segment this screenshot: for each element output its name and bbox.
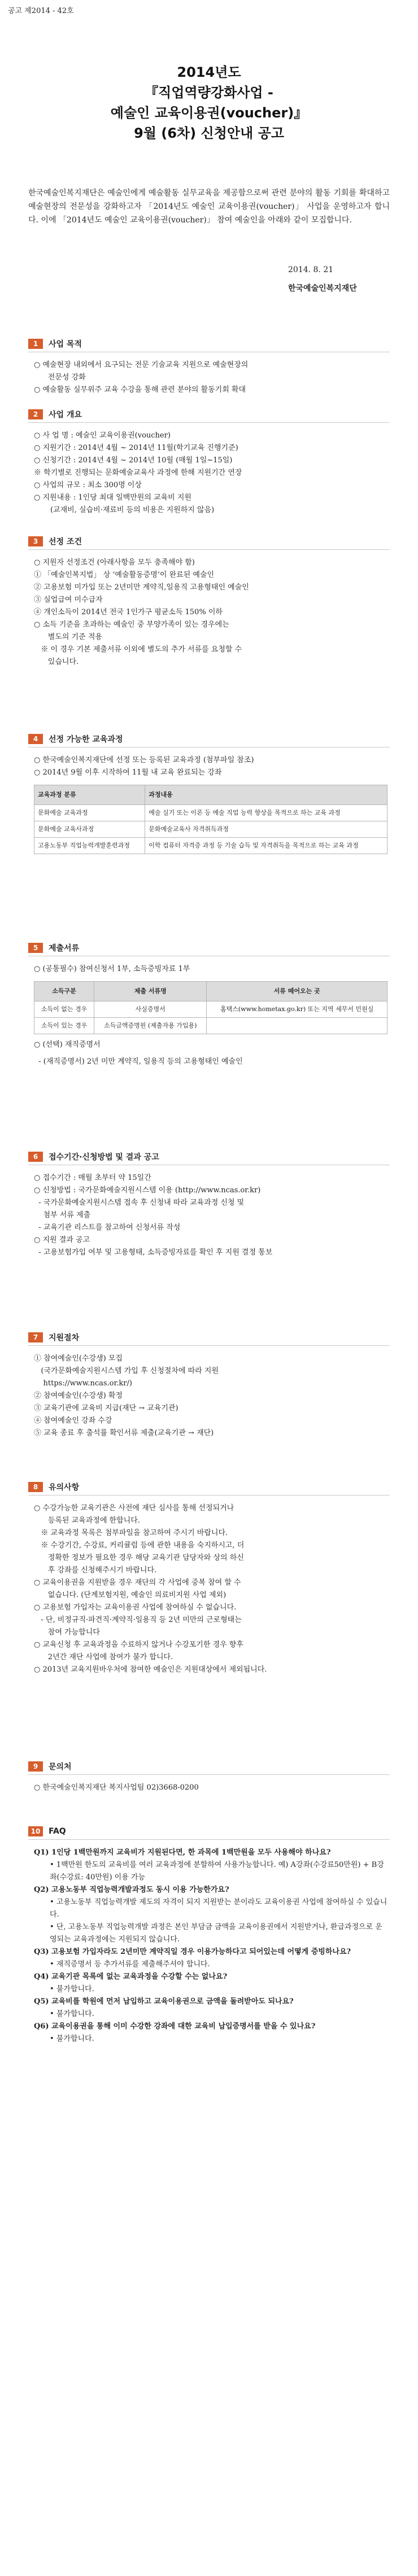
body-line: ○ 신청기간 : 2014년 4월 ~ 2014년 10월 (매월 1일~15일) — [34, 456, 233, 465]
body-line: - 단, 비정규직·파견직·계약직·일용직 등 2년 미만의 근로형태는 — [34, 1616, 242, 1624]
table-cell: 문화예술 교육과정 — [34, 805, 145, 821]
section-header — [28, 1823, 390, 1840]
body-line: ○ 한국예술인복지재단에 선정 또는 등록된 교육과정 (첨부파일 참조) — [34, 756, 254, 764]
section-number-badge: 7 — [28, 1332, 43, 1342]
section-body — [28, 550, 390, 668]
faq-answer: • 1백만원 한도의 교육비를 여러 교육과정에 분할하여 사용가능합니다. 예) A강좌(수강료50만원) + B강좌(수강료: 40만원) 이용 가능 — [50, 1861, 384, 1882]
section-10 — [28, 1823, 390, 2045]
body-line: 첨부 서류 제출 — [34, 1211, 91, 1219]
section-title: 문의처 — [49, 1762, 72, 1772]
section-number-badge: 3 — [28, 536, 43, 546]
section-4 — [28, 731, 390, 854]
body-line: 정확한 정보가 필요한 경우 해당 교육기관 담당자와 상의 하신 — [34, 1554, 244, 1562]
section-title: 선정 가능한 교육과정 — [49, 735, 123, 744]
section-header — [28, 731, 390, 747]
section-title: 지원절차 — [49, 1333, 80, 1342]
organization: 한국예술인복지재단 — [288, 284, 357, 293]
section-header — [28, 1759, 390, 1775]
faq-question: Q1) 1인당 1백만원까지 교육비가 지원된다면, 한 과목에 1백만원을 모두 사용해야 하나요? — [34, 1848, 331, 1857]
section-title: 선정 조건 — [49, 537, 82, 546]
section-header — [28, 1329, 390, 1346]
table-header-cell: 제출 서류명 — [94, 982, 207, 1001]
title-block — [0, 62, 418, 143]
section-title: 유의사항 — [49, 1483, 80, 1492]
section-6 — [28, 1149, 390, 1259]
body-line: 2년간 재단 사업에 참여가 불가 합니다. — [34, 1653, 173, 1661]
body-line: - 교육기관 리스트를 참고하여 신청서류 작성 — [34, 1223, 181, 1232]
date: 2014. 8. 21 — [288, 265, 334, 274]
table-header-cell: 서류 떼어오는 곳 — [207, 982, 387, 1001]
section-body — [28, 423, 390, 517]
body-line: ○ 사 업 명 : 예술인 교육이용권(voucher) — [34, 431, 171, 440]
body-line: 없습니다. (단계보험지원, 예술인 의료비지원 사업 제외) — [34, 1591, 227, 1599]
section-header — [28, 940, 390, 956]
body-line: ① 참여예술인(수강생) 모집 — [34, 1354, 123, 1363]
table-cell: 소득금액증명원 (제출자용 가입용) — [94, 1018, 207, 1034]
intro-paragraph: 한국예술인복지재단은 예술인에게 예술활동 실무교육을 제공함으로써 관련 분야의 활동 기회를 확대하고 예술현장의 전문성을 강화하고자 「2014년도 예술인 교육이용권(voucher)」 사업을 운영하고자 합니다. 이에 「2014년도 예술인 교육이용권(voucher)」 참여 예술인을 아래와 같이 모집합니다. — [28, 189, 390, 225]
body-line: 후 강좌를 신청해주시기 바랍니다. — [34, 1566, 157, 1575]
body-line: ○ 지원자 선정조건 (아래사항을 모두 충족해야 함) — [34, 558, 195, 567]
table-cell: 문화예술 교육사과정 — [34, 821, 145, 838]
body-line: ○ 접수기간 : 매월 초부터 약 15일간 — [34, 1174, 151, 1182]
section-header — [28, 406, 390, 423]
faq-question: Q2) 고용노동부 직업능력개발과정도 동시 이용 가능한가요? — [34, 1886, 229, 1894]
table-row — [34, 1018, 387, 1034]
body-line: ○ 지원기간 : 2014년 4월 ~ 2014년 11월(학기교육 진행기준) — [34, 444, 238, 452]
section-1 — [28, 336, 390, 396]
body-line: - (재직증명서) 2년 미만 계약직, 일용직 등의 고용형태인 예술인 — [34, 1057, 243, 1066]
body-line: ○ (공통필수) 참여신청서 1부, 소득증빙자료 1부 — [34, 965, 190, 973]
table-cell: 홈택스(www.hometax.go.kr) 또는 지역 세무서 민원실 — [207, 1001, 387, 1018]
body-line: ※ 수강기간, 수강료, 커리큘럼 등에 관한 내용을 숙지하시고, 더 — [34, 1541, 245, 1550]
table-cell: 예술 실기 또는 이론 등 예술 직업 능력 향상을 목적으로 하는 교육 과정 — [145, 805, 387, 821]
body-line: ※ 이 경우 기본 제출서류 이외에 별도의 추가 서류를 요청할 수 — [34, 645, 242, 654]
table-cell: 이학 컴퓨터 자격증 과정 등 기술 습득 및 자격취득을 목적으로 하는 교육 과정 — [145, 838, 387, 854]
table-row — [34, 1001, 387, 1018]
body-line: 별도의 기준 적용 — [34, 633, 102, 641]
body-line: ○ 사업의 규모 : 최소 300명 이상 — [34, 481, 142, 489]
body-line: 있습니다. — [34, 658, 79, 666]
section-number-badge: 10 — [28, 1826, 43, 1836]
faq-answer: • 불가합니다. — [50, 2035, 94, 2043]
section-header — [28, 1149, 390, 1165]
faq-question: Q5) 교육비를 학원에 먼저 납입하고 교육이용권으로 금액을 돌려받아도 되나요? — [34, 1997, 294, 2006]
body-line: (국가문화예술지원시스템 가입 후 신청절차에 따라 지원 — [34, 1367, 219, 1375]
body-line: ○ 수강가능한 교육기관은 사전에 재단 심사를 통해 선정되거나 — [34, 1504, 234, 1512]
body-line: ○ 소득 기준을 초과하는 예술인 중 부양가족이 있는 경우에는 — [34, 620, 229, 629]
section-title: FAQ — [49, 1827, 66, 1836]
faq-answer: • 불가합니다. — [50, 1985, 94, 1993]
body-line: ○ 지원내용 : 1인당 최대 일백만원의 교육비 지원 — [34, 493, 191, 502]
faq-answer: • 단, 고용노동부 직업능력개발 과정은 본인 부담금 금액을 교육이용권에서 지원받거나, 환급과정으로 운영되는 교육과정에는 지원되지 않습니다. — [50, 1923, 382, 1944]
section-body — [28, 956, 390, 1068]
table-row — [34, 821, 387, 838]
body-line: ④ 참여예술인 강좌 수강 — [34, 1416, 112, 1425]
body-line: ○ 예술현장 내외에서 요구되는 전문 기술교육 지원으로 예술현장의 — [34, 361, 249, 369]
section-body — [28, 352, 390, 396]
body-line: ○ 교육이용권을 지원받을 경우 재단의 각 사업에 중복 참여 할 수 — [34, 1578, 241, 1587]
section-body — [28, 1840, 390, 2045]
table-cell: 고용노동부 직업능력개발훈련과정 — [34, 838, 145, 854]
body-line: ○ 2013년 교육지원바우처에 참여한 예술인은 지원대상에서 제외됩니다. — [34, 1665, 267, 1674]
title-line: 『직업역량강화사업 - — [145, 85, 273, 100]
body-line: ⑤ 교육 종료 후 출석률 확인서류 제출(교육기관 → 재단) — [34, 1429, 214, 1437]
info-table — [34, 981, 387, 1034]
section-body — [28, 1775, 390, 1794]
body-line: 참여 가능합니다 — [34, 1628, 100, 1637]
body-line: ④ 개인소득이 2014년 전국 1인가구 평균소득 150% 이하 — [34, 608, 223, 616]
section-number-badge: 1 — [28, 339, 43, 349]
section-8 — [28, 1479, 390, 1676]
body-line: ○ 지원 결과 공고 — [34, 1236, 90, 1244]
faq-answer: • 불가합니다. — [50, 2010, 94, 2018]
body-line: ③ 실업급여 미수급자 — [34, 596, 103, 604]
body-line: ③ 교육기관에 교육비 지급(재단 → 교육기관) — [34, 1404, 178, 1412]
body-line: ○ 한국예술인복지재단 복지사업팀 02)3668-0200 — [34, 1783, 199, 1792]
section-5 — [28, 940, 390, 1068]
table-cell: 문화예술교육사 자격취득과정 — [145, 821, 387, 838]
body-line: - 국가문화예술지원시스템 접속 후 신청내 따라 교육과정 신청 및 — [34, 1199, 245, 1207]
section-header — [28, 1479, 390, 1495]
body-line: ① 「예술인복지법」 상 ‘예술활동증명’이 완료된 예술인 — [34, 571, 215, 579]
section-body — [28, 1346, 390, 1440]
body-line: - 고용보험가입 여부 및 고용형태, 소득증빙자료를 확인 후 지원 결정 통보 — [34, 1248, 273, 1257]
body-line: ② 고용보험 미가입 또는 2년미만 계약직,일용직 고용형태인 예술인 — [34, 583, 249, 592]
faq-question: Q6) 교육이용권을 통해 이미 수강한 강좌에 대한 교육비 납입증명서를 받을 수 있나요? — [34, 2022, 316, 2031]
body-line: ※ 학기별로 진행되는 문화예술교육사 과정에 한해 지원기간 연장 — [34, 469, 242, 477]
body-line: (교재비, 실습비·재료비 등의 비용은 지원하지 않음) — [34, 506, 215, 514]
section-body — [28, 1165, 390, 1259]
body-line: 등록된 교육과정에 한합니다. — [34, 1516, 140, 1525]
body-line: ② 참여예술인(수강생) 확정 — [34, 1392, 123, 1400]
body-line: ○ 예술활동 실무위주 교육 수강을 통해 관련 분야의 활동기회 확대 — [34, 386, 246, 394]
body-line: ○ 신청방법 : 국가문화예술지원시스템 이용 (http://www.ncas.or.kr) — [34, 1186, 261, 1195]
faq-question: Q3) 고용보험 가입자라도 2년미만 계약직일 경우 이용가능하다고 되어있는데 어떻게 증빙하나요? — [34, 1948, 351, 1956]
table-header-cell: 소득구분 — [34, 982, 94, 1001]
section-number-badge: 6 — [28, 1152, 43, 1162]
table-header-cell: 교육과정 분류 — [34, 785, 145, 805]
body-line: https://www.ncas.or.kr/) — [34, 1379, 132, 1388]
table-cell: 소득이 있는 경우 — [34, 1018, 94, 1034]
table-row — [34, 805, 387, 821]
section-2 — [28, 406, 390, 517]
faq-answer: • 재직증명서 등 추가서류를 제출해주셔야 합니다. — [50, 1960, 210, 1969]
doc-number: 공고 제2014 - 42호 — [8, 7, 74, 15]
faq-answer: • 고용노동부 직업능력개발 제도의 자격이 되지 지원받는 분이라도 교육이용권 사업에 참여하실 수 있습니다. — [50, 1898, 387, 1919]
section-title: 접수기간·신청방법 및 결과 공고 — [49, 1153, 159, 1162]
title-line: 2014년도 — [177, 64, 241, 80]
section-number-badge: 9 — [28, 1761, 43, 1772]
body-line: ○ (선택) 재직증명서 — [34, 1040, 101, 1049]
faq-question: Q4) 교육기관 목록에 없는 교육과정을 수강할 수는 없나요? — [34, 1973, 228, 1981]
body-line: ○ 고용보험 가입자는 교육이용권 사업에 참여하실 수 없습니다. — [34, 1603, 237, 1612]
table-header-row — [34, 785, 387, 805]
body-line: 전문성 강화 — [34, 373, 86, 382]
body-line: ○ 교육신청 후 교육과정을 수료하지 않거나 수강포기한 경우 향후 — [34, 1641, 243, 1649]
section-title: 제출서류 — [49, 944, 80, 953]
section-7 — [28, 1329, 390, 1440]
section-title: 사업 목적 — [49, 340, 82, 349]
section-9 — [28, 1759, 390, 1794]
section-header — [28, 533, 390, 550]
table-row — [34, 838, 387, 854]
section-number-badge: 2 — [28, 409, 43, 419]
section-header — [28, 336, 390, 352]
table-header-row — [34, 982, 387, 1001]
table-cell: 사실증명서 — [94, 1001, 207, 1018]
table-header-cell: 과정내용 — [145, 785, 387, 805]
table-cell — [207, 1018, 387, 1034]
body-line: ※ 교육과정 목록은 첨부파일을 참고하여 주시기 바랍니다. — [34, 1529, 228, 1537]
section-body — [28, 747, 390, 854]
title-line: 예술인 교육이용권(voucher)』 — [110, 105, 308, 121]
body-line: ○ 2014년 9월 이후 시작하여 11월 내 교육 완료되는 강좌 — [34, 768, 222, 777]
section-number-badge: 8 — [28, 1482, 43, 1492]
section-number-badge: 5 — [28, 943, 43, 953]
section-3 — [28, 533, 390, 668]
table-cell: 소득이 없는 경우 — [34, 1001, 94, 1018]
info-table — [34, 785, 387, 854]
section-body — [28, 1495, 390, 1676]
section-number-badge: 4 — [28, 734, 43, 744]
title-line: 9월 (6차) 신청안내 공고 — [134, 125, 284, 141]
section-title: 사업 개요 — [49, 410, 82, 419]
